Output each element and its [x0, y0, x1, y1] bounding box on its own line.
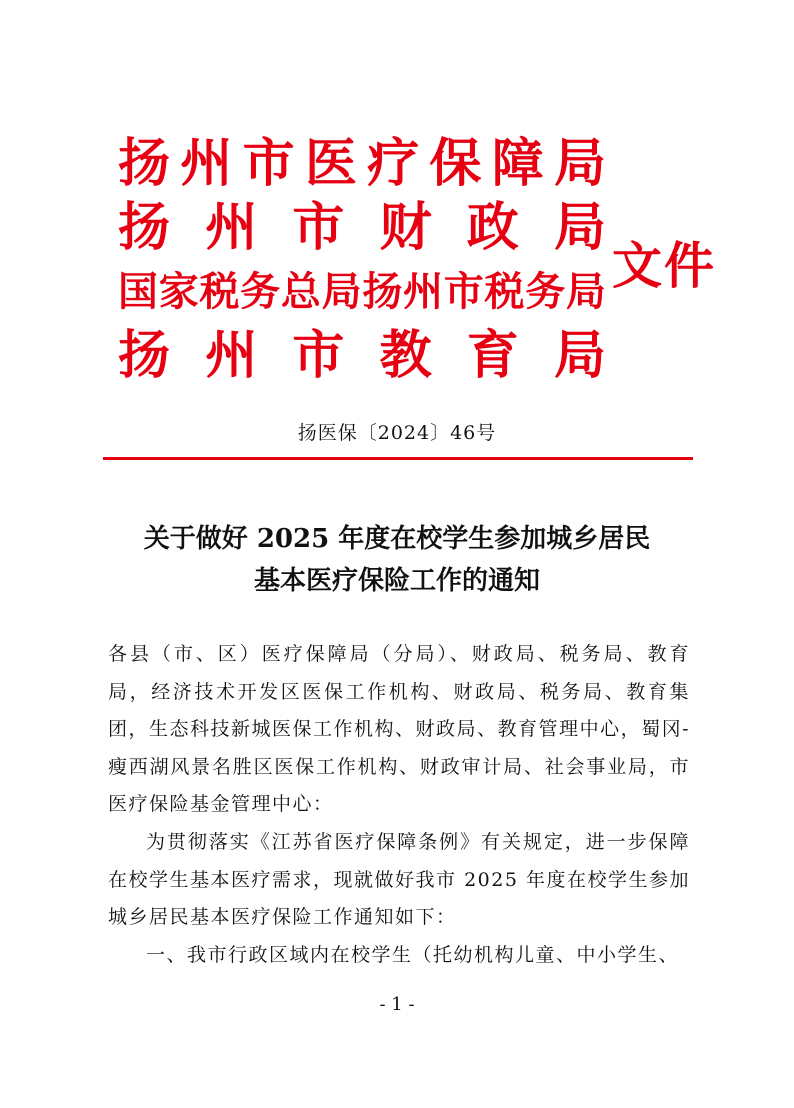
item-1-paragraph: 一、我市行政区域内在校学生（托幼机构儿童、中小学生、	[146, 943, 680, 966]
issuer-char: 医	[304, 133, 357, 194]
document-suffix: 文件	[612, 236, 716, 295]
issuer-char: 州	[205, 325, 258, 386]
issuer-char: 州	[403, 268, 444, 315]
document-body	[108, 636, 690, 974]
issuer-char: 家	[158, 268, 199, 315]
issuer-line-2	[118, 196, 606, 260]
issuer-char: 市	[242, 133, 295, 194]
issuer-char: 财	[379, 197, 432, 258]
issuer-char: 局	[553, 197, 606, 258]
issuer-char: 税	[484, 268, 525, 315]
issuer-char: 市	[443, 268, 484, 315]
issuer-char: 教	[379, 325, 432, 386]
issuer-char: 局	[553, 133, 606, 194]
issuer-char: 税	[199, 268, 240, 315]
issuer-line-3	[118, 260, 606, 324]
document-title	[0, 518, 794, 602]
issuer-char: 州	[205, 197, 258, 258]
issuer-char: 疗	[367, 133, 420, 194]
red-divider	[103, 457, 693, 460]
issuer-char: 局	[565, 268, 606, 315]
issuer-char: 州	[180, 133, 233, 194]
issuer-line-1	[118, 132, 606, 196]
issuer-line-4	[118, 324, 606, 388]
intro-paragraph: 为贯彻落实《江苏省医疗保障条例》有关规定，进一步保障在校学生基本医疗需求，现就做好我市 2025 年度在校学生参加城乡居民基本医疗保险工作通知如下：	[108, 830, 690, 929]
issuer-char: 局	[321, 268, 362, 315]
issuer-char: 扬	[118, 325, 171, 386]
issuer-char: 国	[118, 268, 158, 315]
issuer-char: 障	[491, 133, 544, 194]
issuer-char: 市	[292, 197, 345, 258]
title-line-2: 基本医疗保险工作的通知	[253, 566, 540, 596]
issuer-char: 局	[553, 325, 606, 386]
title-line-1: 关于做好 2025 年度在校学生参加城乡居民	[143, 524, 651, 554]
issuer-char: 育	[466, 325, 519, 386]
issuer-char: 保	[429, 133, 482, 194]
issuer-char: 市	[292, 325, 345, 386]
issuer-char: 扬	[118, 133, 171, 194]
issuing-agencies	[118, 132, 606, 388]
issuer-char: 扬	[118, 197, 171, 258]
issuer-char: 务	[240, 268, 281, 315]
document-number: 扬医保〔2024〕46号	[297, 422, 497, 444]
issuer-char: 扬	[362, 268, 403, 315]
issuer-char: 总	[280, 268, 321, 315]
issuer-char: 政	[466, 197, 519, 258]
page-number: - 1 -	[379, 994, 415, 1015]
issuer-char: 务	[525, 268, 566, 315]
recipients-paragraph: 各县（市、区）医疗保障局（分局）、财政局、税务局、教育局，经济技术开发区医保工作机构、财政局、税务局、教育集团，生态科技新城医保工作机构、财政局、教育管理中心，蜀冈-瘦西湖风景名胜区医保工作机构、财政审计局、社会事业局，市医疗保险基金管理中心：	[108, 643, 690, 816]
